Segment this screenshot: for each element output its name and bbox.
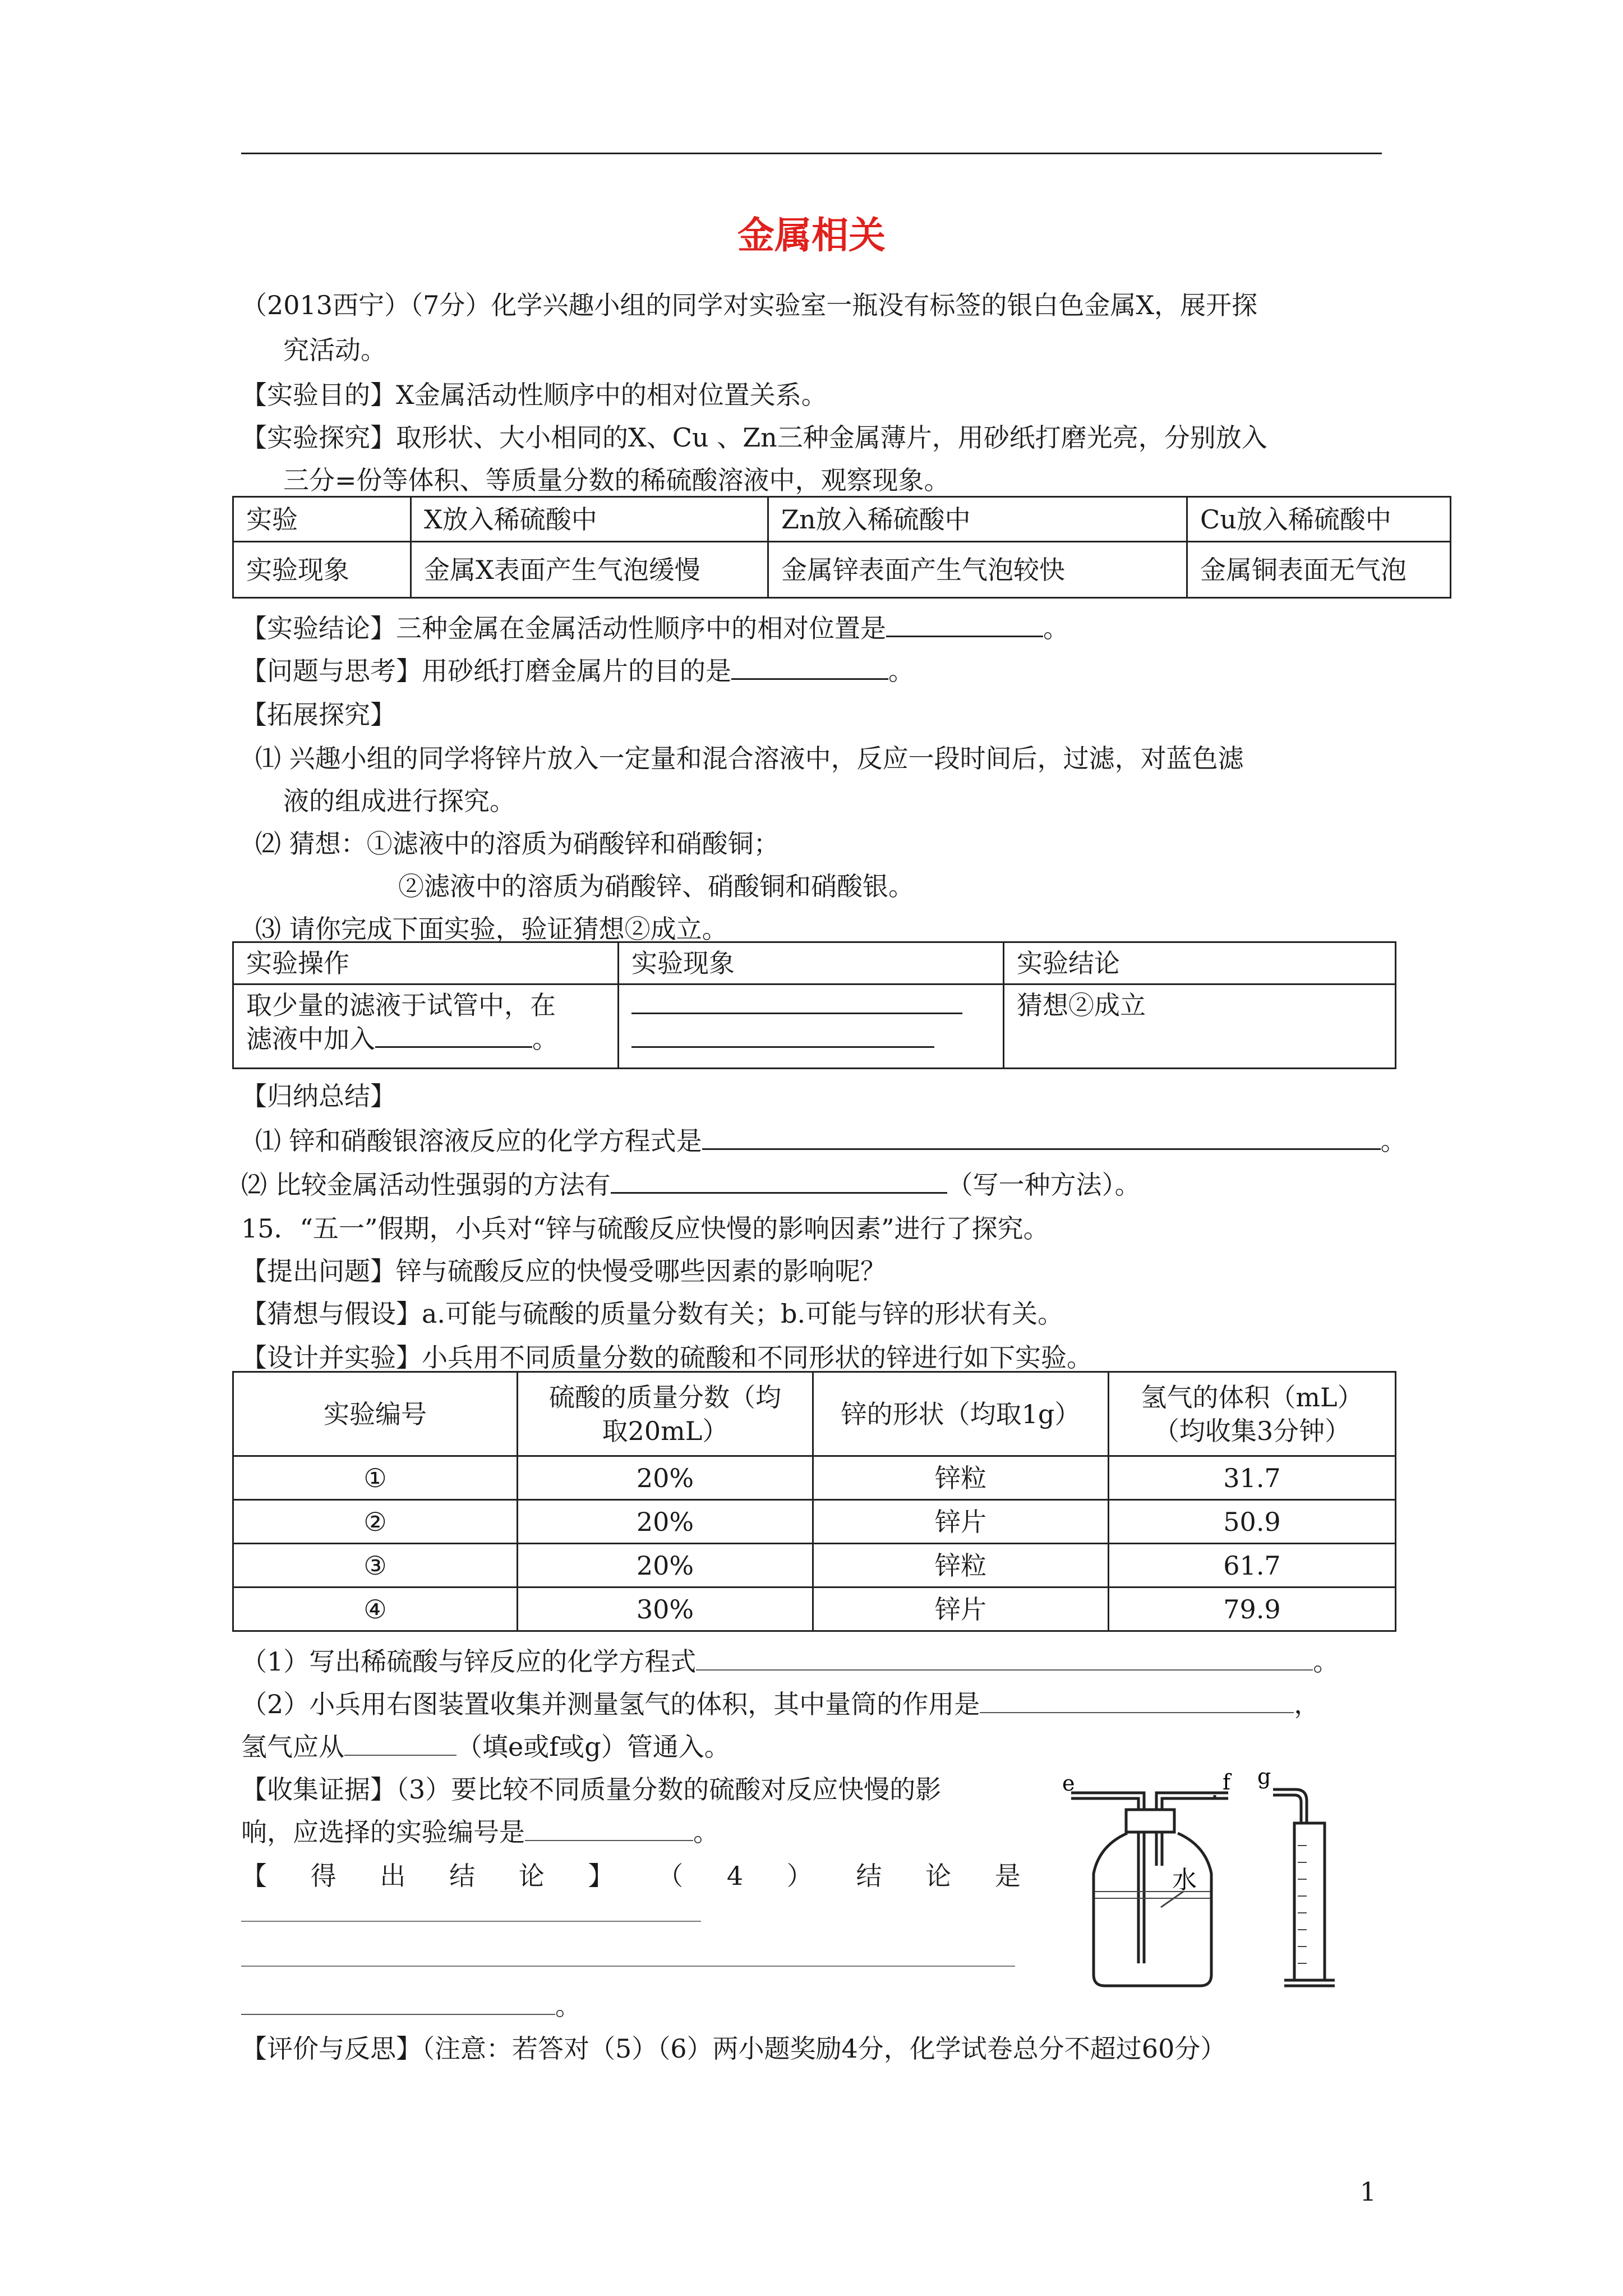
table-cell: 20%	[518, 1500, 813, 1544]
table-cell: 猜想②成立	[1004, 984, 1396, 1069]
table-cell: 锌片	[813, 1500, 1109, 1544]
table-cell: 锌粒	[813, 1544, 1109, 1588]
p4-char: 得	[310, 1861, 336, 1891]
q1-extend1-line1: ⑴ 兴趣小组的同学将锌片放入一定量和混合溶液中，反应一段时间后，过滤，对蓝色滤	[255, 743, 1244, 774]
table-cell: 79.9	[1109, 1588, 1396, 1631]
period: 。	[888, 656, 914, 686]
period: 。	[555, 1991, 581, 2021]
q1-intro-line2: 究活动。	[283, 335, 386, 365]
table-cell: 金属X表面产生气泡缓慢	[411, 542, 768, 598]
table-header-cell	[518, 1372, 813, 1456]
table-cell: 金属锌表面产生气泡较快	[768, 542, 1187, 598]
period: 。	[1313, 1646, 1339, 1677]
table-row	[233, 1456, 1396, 1500]
header-line: （均收集3分钟）	[1153, 1415, 1351, 1446]
p4-char: 】	[588, 1861, 614, 1891]
q1-extend-title: 【拓展探究】	[241, 700, 396, 730]
table-cell: ③	[233, 1544, 518, 1588]
conclusion-label: 【实验结论】三种金属在金属活动性顺序中的相对位置是	[241, 613, 886, 643]
answer-blank[interactable]	[344, 1732, 457, 1756]
q1-summary-title: 【归纳总结】	[241, 1081, 396, 1111]
q1-explore-line2: 三分=份等体积、等质量分数的稀硫酸溶液中，观察现象。	[283, 465, 950, 495]
table-cell: ①	[233, 1456, 518, 1500]
p4-char: 是	[994, 1861, 1021, 1891]
part2b-pre: 氢气应从	[241, 1732, 344, 1762]
q15-design: 【设计并实验】小兵用不同质量分数的硫酸和不同形状的锌进行如下实验。	[241, 1342, 1092, 1373]
label-g: g	[1257, 1764, 1271, 1789]
period: 。	[532, 1024, 558, 1054]
q1-summary1	[255, 1124, 1407, 1158]
table-cell: 20%	[518, 1456, 813, 1500]
summary2-text: ⑵ 比较金属活动性强弱的方法有	[241, 1170, 611, 1200]
summary1-text: ⑴ 锌和硝酸银溶液反应的化学方程式是	[255, 1126, 702, 1156]
p4-char: 结	[856, 1861, 882, 1891]
p4-char: 论	[518, 1861, 545, 1891]
gas-collection-apparatus	[1060, 1761, 1408, 1997]
period: 。	[1043, 613, 1069, 643]
op-line1: 取少量的滤液于试管中，在	[246, 990, 556, 1020]
label-water: 水	[1172, 1866, 1197, 1894]
answer-blank[interactable]	[696, 1647, 1313, 1671]
part2b-post: （填e或f或g）管通入。	[457, 1732, 730, 1762]
answer-blank[interactable]	[611, 1170, 947, 1194]
page-number: 1	[1359, 2177, 1376, 2207]
q15-data-table	[232, 1371, 1396, 1632]
table-cell: 实验结论	[1004, 942, 1396, 984]
answer-blank[interactable]	[241, 1991, 555, 2015]
header-line: 取20mL）	[602, 1415, 728, 1446]
table-cell: 50.9	[1109, 1500, 1396, 1544]
q15-part4-end	[241, 1989, 581, 2023]
q15-part2	[241, 1687, 1320, 1721]
answer-blank[interactable]	[375, 1024, 532, 1048]
table-row	[233, 1588, 1396, 1631]
header-line: 氢气的体积（mL）	[1141, 1382, 1363, 1412]
answer-blank[interactable]	[886, 613, 1043, 637]
table-cell: 锌粒	[813, 1456, 1109, 1500]
p4-char: 出	[380, 1861, 406, 1891]
answer-line[interactable]	[241, 1921, 701, 1922]
question-label: 【问题与思考】用砂纸打磨金属片的目的是	[241, 656, 731, 686]
q15-part4	[241, 1859, 1021, 1893]
q1-summary2	[241, 1168, 1141, 1202]
table-cell: 20%	[518, 1544, 813, 1588]
table-header-cell: 实验编号	[233, 1372, 518, 1456]
period: 。	[1380, 1126, 1407, 1156]
q15-part5: 【评价与反思】（注意：若答对（5）（6）两小题奖励4分，化学试卷总分不超过60分）	[241, 2033, 1227, 2064]
table-cell: Zn放入稀硫酸中	[768, 497, 1187, 542]
table-row	[233, 1500, 1396, 1544]
header-line: 硫酸的质量分数（均	[549, 1382, 781, 1412]
p4-char: 【	[241, 1861, 267, 1891]
table-cell: 61.7	[1109, 1544, 1396, 1588]
q1-guess2: ②滤液中的溶质为硝酸锌、硝酸铜和硝酸银。	[398, 871, 914, 901]
q1-question	[241, 654, 914, 688]
part3-pre: 响，应选择的实验编号是	[241, 1817, 525, 1847]
q1-observation-table	[232, 496, 1451, 599]
table-cell: X放入稀硫酸中	[411, 497, 768, 542]
q1-extend1-line2: 液的组成进行探究。	[283, 786, 515, 816]
q15-part3-line2	[241, 1815, 719, 1849]
q1-verify-table	[232, 941, 1396, 1069]
label-f: f	[1223, 1770, 1231, 1795]
table-cell: 金属铜表面无气泡	[1187, 542, 1451, 598]
answer-blank[interactable]	[702, 1126, 1381, 1150]
page-title: 金属相关	[737, 214, 886, 257]
q15-part1	[241, 1645, 1339, 1678]
q15-intro: 15．“五一”假期，小兵对“锌与硫酸反应快慢的影响因素”进行了探究。	[241, 1213, 1049, 1244]
q1-explore-line1: 【实验探究】取形状、大小相同的X、Cu 、Zn三种金属薄片，用砂纸打磨光亮，分别放入	[241, 422, 1267, 453]
table-cell: 实验操作	[233, 942, 619, 984]
part2-text: （2）小兵用右图装置收集并测量氢气的体积，其中量筒的作用是	[241, 1689, 980, 1719]
q15-part2b	[241, 1730, 730, 1764]
q15-part3-line1: 【收集证据】（3）要比较不同质量分数的硫酸对反应快慢的影	[241, 1774, 942, 1805]
table-cell	[233, 984, 619, 1069]
header-rule	[241, 153, 1382, 154]
comma: ，	[1294, 1689, 1320, 1719]
p4-char: 4	[726, 1861, 744, 1891]
table-cell: 实验现象	[619, 942, 1004, 984]
table-cell: ②	[233, 1500, 518, 1544]
table-cell: 锌片	[813, 1588, 1109, 1631]
p4-char: 论	[925, 1861, 952, 1891]
answer-blank[interactable]	[631, 990, 962, 1014]
q15-hypothesis: 【猜想与假设】a.可能与硫酸的质量分数有关；b.可能与锌的形状有关。	[241, 1299, 1064, 1329]
table-cell: 实验	[233, 497, 411, 542]
label-e: e	[1062, 1771, 1075, 1796]
table-header-cell: 锌的形状（均取1g）	[813, 1372, 1109, 1456]
table-cell: 31.7	[1109, 1456, 1396, 1500]
answer-blank[interactable]	[525, 1818, 693, 1841]
p4-char: ）	[786, 1861, 813, 1891]
table-cell: Cu放入稀硫酸中	[1187, 497, 1451, 542]
op-line2	[246, 1022, 605, 1056]
q1-intro-line1: （2013西宁）（7分）化学兴趣小组的同学对实验室一瓶没有标签的银白色金属X，展开探	[241, 290, 1258, 320]
answer-line[interactable]	[241, 1966, 1015, 1967]
op-line2-text: 滤液中加入	[246, 1024, 375, 1054]
q1-guess1: ⑵ 猜想：①滤液中的溶质为硝酸锌和硝酸铜；	[255, 829, 780, 859]
summary2-tail: （写一种方法）。	[947, 1170, 1141, 1200]
answer-blank[interactable]	[631, 1024, 934, 1048]
p4-char: 结	[449, 1861, 476, 1891]
table-cell: 实验现象	[233, 542, 411, 598]
q1-purpose: 【实验目的】X金属活动性顺序中的相对位置关系。	[241, 380, 827, 410]
table-row	[233, 1544, 1396, 1588]
table-cell: ④	[233, 1588, 518, 1631]
part1-text: （1）写出稀硫酸与锌反应的化学方程式	[241, 1646, 697, 1677]
q1-extend3: ⑶ 请你完成下面实验，验证猜想②成立。	[255, 914, 728, 944]
answer-blank[interactable]	[731, 656, 888, 680]
answer-blank[interactable]	[980, 1690, 1294, 1713]
table-header-cell	[1109, 1372, 1396, 1456]
table-cell	[619, 984, 1004, 1069]
q1-conclusion	[241, 611, 1069, 645]
period: 。	[693, 1817, 719, 1847]
p4-char: （	[657, 1861, 684, 1891]
q15-question: 【提出问题】锌与硫酸反应的快慢受哪些因素的影响呢？	[241, 1256, 886, 1286]
table-cell: 30%	[518, 1588, 813, 1631]
